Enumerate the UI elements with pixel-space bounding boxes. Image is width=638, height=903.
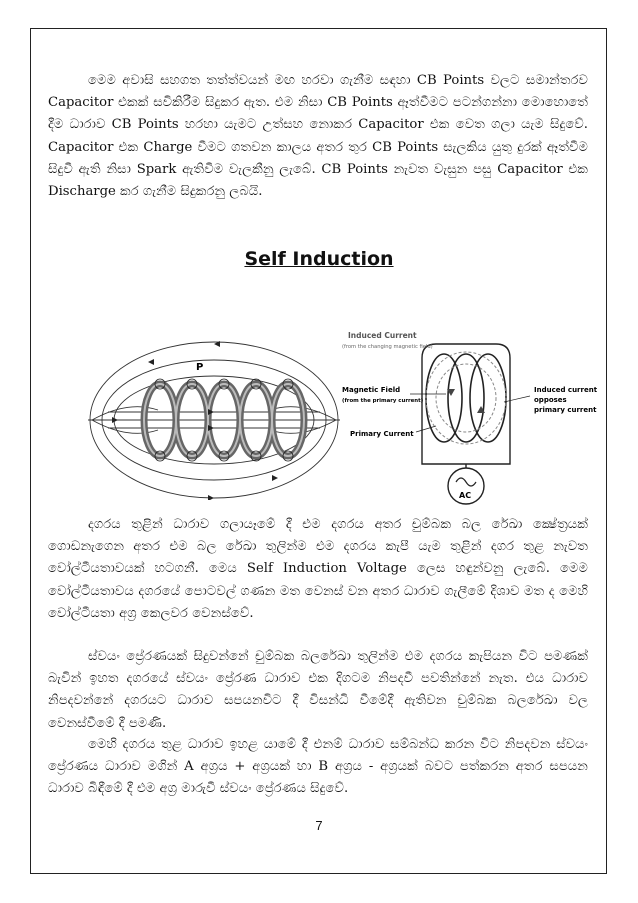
opposes-label-line1: Induced current: [534, 386, 598, 394]
ac-source-label: AC: [459, 491, 472, 500]
paragraph-mutual-effect: ස්වයං ප්‍රේරණයක් සිදුවන්නේ චුම්බක බලරේඛා තුලින්ම එම දගරය කැපියන විට පමණක් බැවින් ඉහත දගරයේ ස්වයං ප්‍රේරණ ධාරාව එක දිගටම නිපදවී පවතින්නේ නැත. එය ධාරාව නිපදවන්නේ දගරයට ධාරාව සපයනවිට දී විසන්ධි වීමේදී ඇතිවන චුම්බක බලරේඛා වල වෙනස්වීමේ දී පමණි.: [48, 649, 588, 731]
paragraph-polarity: මෙහි දගරය තුළ ධාරාව ඉහළ යාමේ දී එනම් ධාරාව සම්බන්ධ කරන විට නිපදවන ස්වයං ප්‍රේරණය ධාරාව මගින් A අග්‍රය + අග්‍රයක් හා B අග්‍රය - අග්‍රයක් බවට පත්කරන අතර සපයන ධාරාව බිඳීමේ දී එම අග්‍ර මාරුවී ස්වයං ප්‍රේරණය සිදුවේ.: [48, 737, 588, 797]
induced-field-lines: [426, 352, 506, 444]
current-arrows: [447, 389, 485, 413]
induced-current-label: Induced Current: [348, 331, 417, 340]
magnetic-field-label: Magnetic Field: [342, 386, 401, 394]
opposes-label-line3: primary current: [534, 406, 597, 414]
induced-current-sub: (from the changing magnetic field): [342, 344, 433, 350]
solenoid-field-diagram: [88, 340, 340, 500]
magnetic-field-sub: (from the primary current): [342, 398, 424, 404]
coil-frame: [422, 344, 510, 464]
coil-label-p: P: [196, 362, 204, 373]
paragraph-capacitor: මෙම අවාසි සහගත තත්ත්වයන් මඟ හරවා ගැනීම සඳහා CB Points වලට සමාන්තරව Capacitor එකක් සවිකිරීම සිදුකර ඇත. එම නිසා CB Points ඈත්වීමට පටන්ගන්නා මොහොතේ දීම ධාරාව CB Points හරහා යැමට උත්සහ නොකර Capacitor එක වෙත ගලා යැම සිදුවේ. Capacitor එක Charge වීමට ගතවන කාලය අතර තුර CB Points සැලකිය යුතු දුරක් ඈත්වීම සිදුවී ඇති නිසා Spark ඇතිවීම වැලකීනු ලැබේ. CB Points නැවත වැසුන පසු Capacitor එක Discharge කර ගැනීම සිදුකරනු ලබයි.: [48, 73, 588, 200]
self-induction-coil-diagram: [338, 326, 604, 506]
coil-loops: [426, 354, 506, 442]
primary-current-label: Primary Current: [350, 430, 414, 438]
opposes-label-line2: opposes: [534, 396, 567, 404]
paragraph-self-induction: දගරය තුළින් ධාරාව ගලායෑමේ දී එම දගරය අතර චුම්බක බල රේඛා ක්‍ෂේත්‍රයක් ගොඩනැගෙන අතර එම බල රේඛා තුලින්ම එම දගරය කැපී යැම තුළින් දගර තුළ නැවත වෝල්ටීයතාවයක් හටගනී. මෙය Self Induction Voltage ලෙස හඳුන්වනු ලැබේ. මෙම වෝල්ටීයතාවය දගරයේ පොටවල් ගණන මත වෙනස් වන අතර ධාරාව ගැලීමේ දිශාව මත ද මෙහි වෝල්ටීයතා අග්‍ර කෙලවර වෙනස්වේ.: [48, 517, 588, 621]
section-title: Self Induction: [244, 248, 394, 270]
page-number: 7: [315, 818, 323, 833]
